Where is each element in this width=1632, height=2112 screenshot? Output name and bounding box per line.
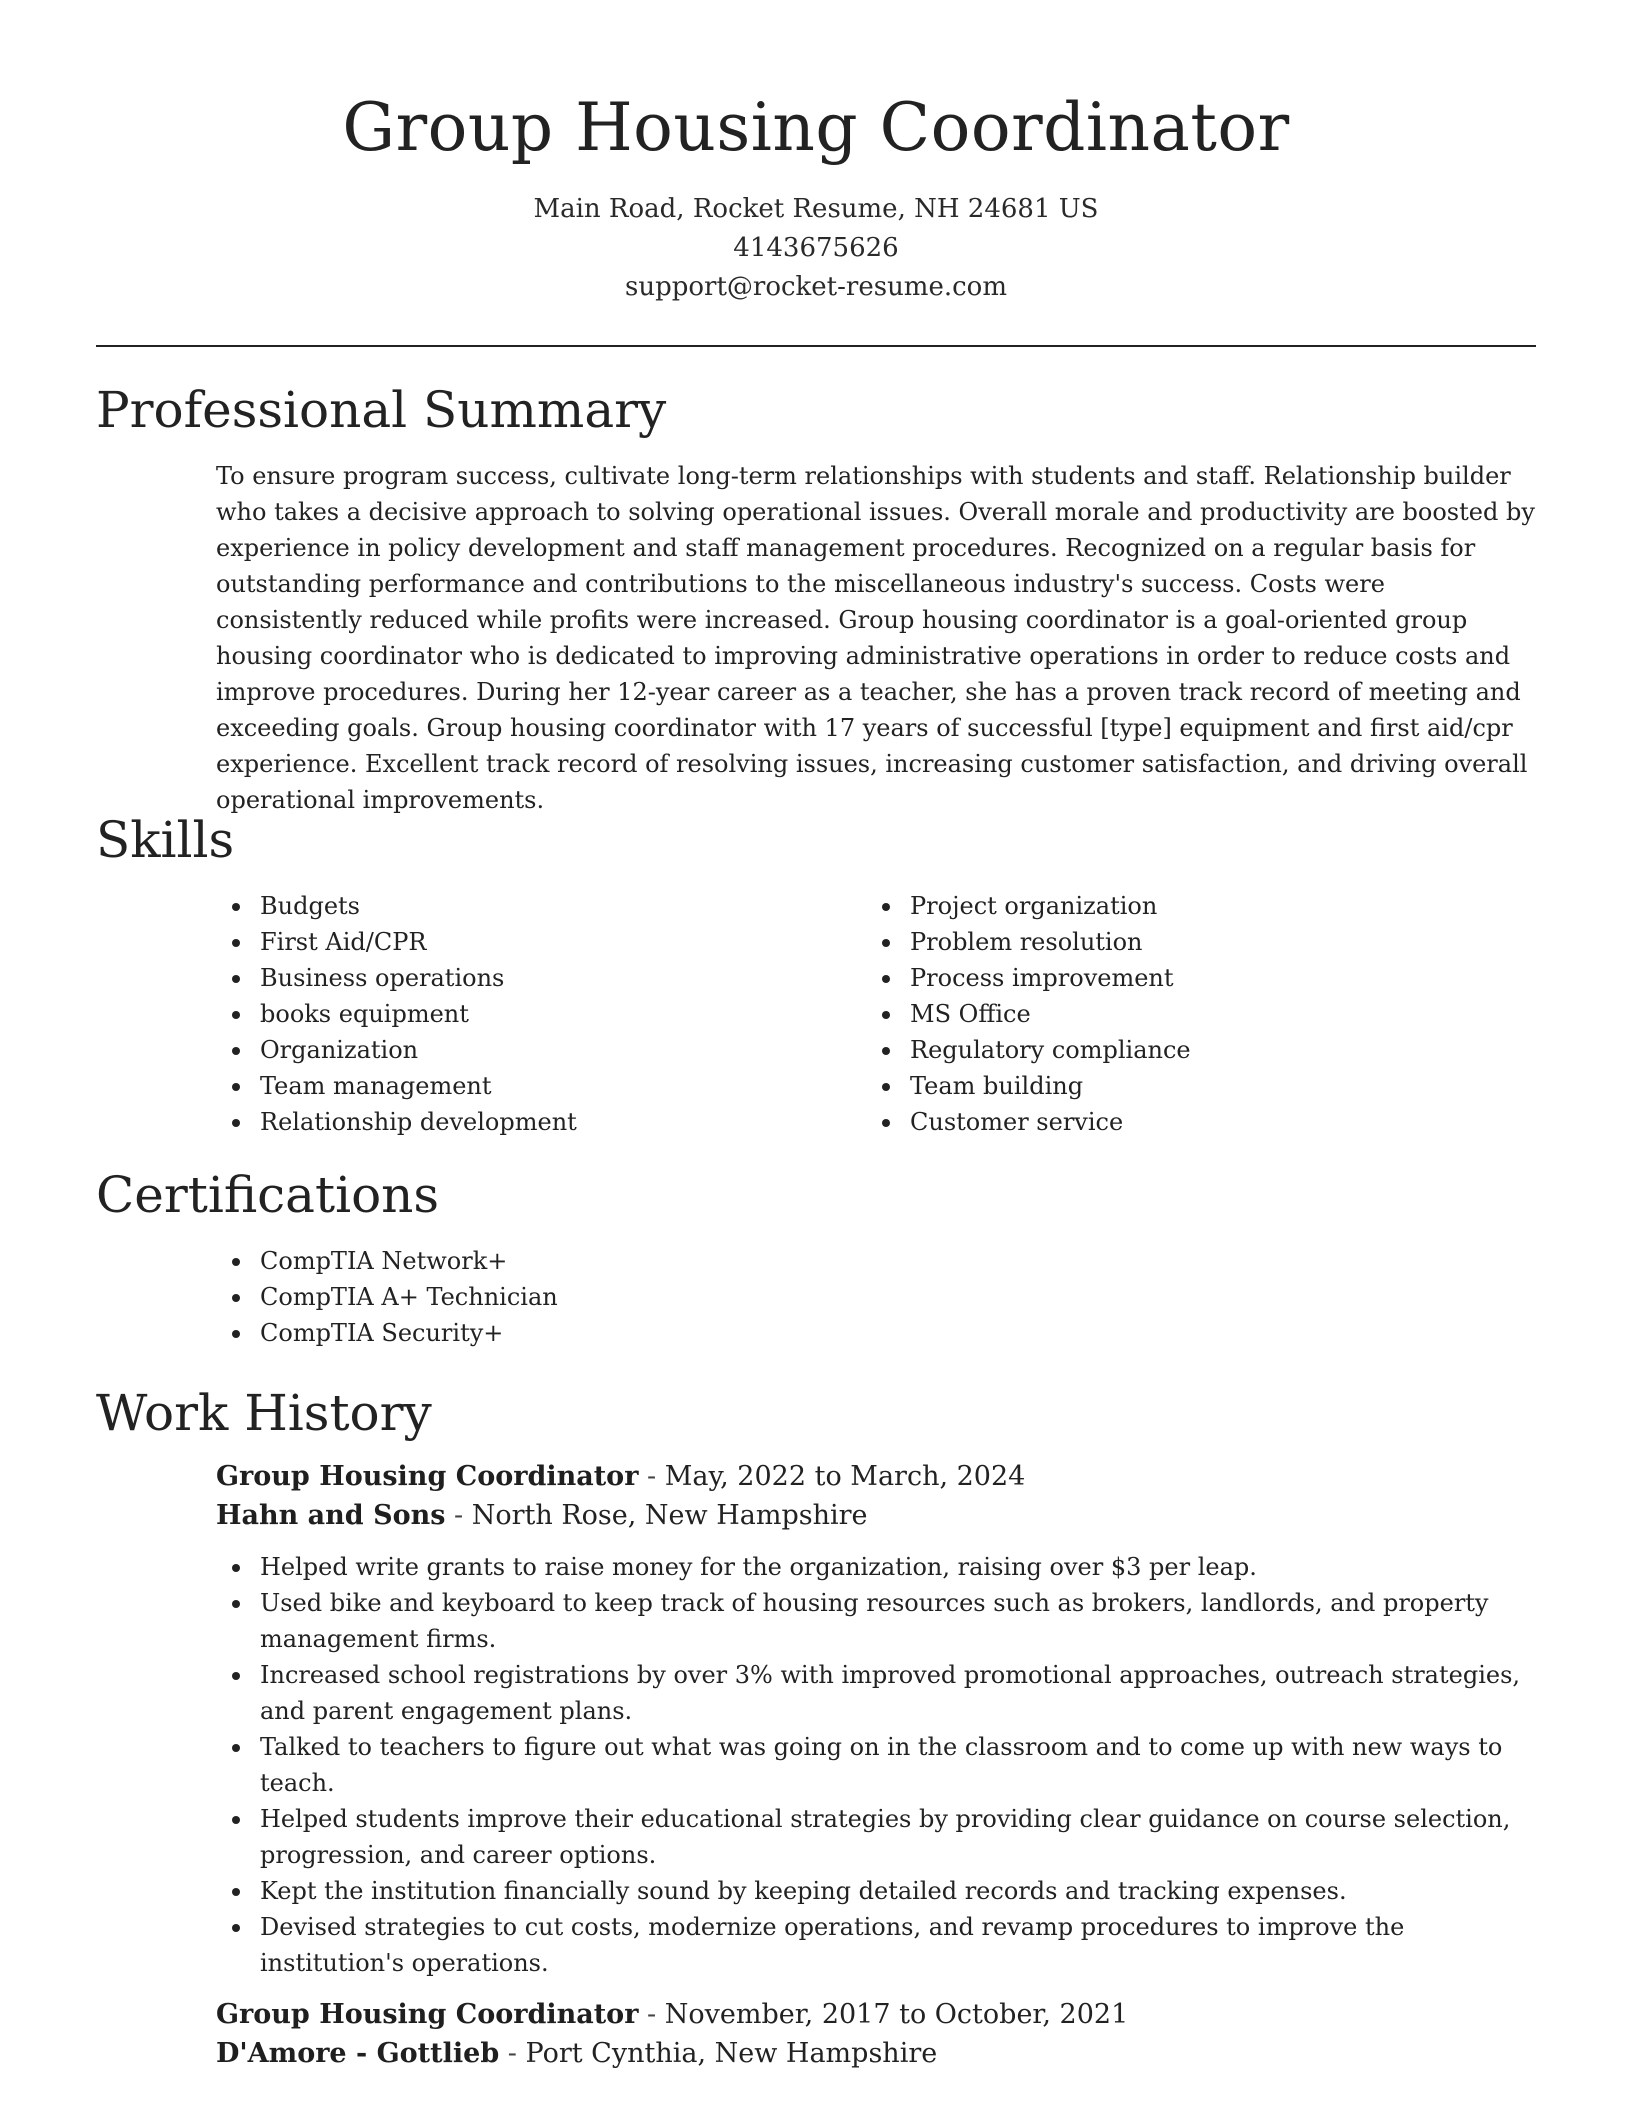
certification-item: CompTIA A+ Technician [216, 1279, 1536, 1315]
certification-item: CompTIA Security+ [216, 1315, 1536, 1351]
skills-list-right [866, 888, 1516, 1140]
resume-header [96, 0, 1536, 307]
skills-section [96, 810, 1536, 1140]
skill-item: Project organization [866, 888, 1516, 924]
skill-item: Process improvement [866, 960, 1516, 996]
skills-grid [216, 888, 1536, 1140]
resume-name: Group Housing Coordinator [342, 89, 1290, 166]
job-entry [216, 1995, 1128, 2073]
skill-item: Relationship development [216, 1104, 866, 1140]
job-company: D'Amore - Gottlieb [216, 2038, 500, 2069]
job-bullet-list [216, 1549, 1536, 1981]
job-header [216, 1995, 1128, 2073]
job-title: Group Housing Coordinator [216, 1999, 639, 2030]
certifications-list [216, 1243, 1536, 1351]
skill-item: Customer service [866, 1104, 1516, 1140]
skill-item: Problem resolution [866, 924, 1516, 960]
job-separator: - [647, 1461, 657, 1492]
certifications-title: Certifications [96, 1166, 440, 1224]
certifications-section [96, 1165, 1536, 1351]
job-header [216, 1457, 1536, 1535]
job-entry [216, 1457, 1536, 1981]
job-title: Group Housing Coordinator [216, 1461, 639, 1492]
job-bullet: Kept the institution financially sound by keeping detailed records and tracking expenses. [216, 1873, 1536, 1909]
work-history-section [96, 1383, 1536, 2069]
contact-email[interactable]: support@rocket-resume.com [624, 272, 1007, 302]
summary-section [96, 380, 1536, 818]
contact-block [96, 190, 1536, 307]
summary-text: To ensure program success, cultivate long-term relationships with students and staff. Relationship builder who takes a decisive approach to solving operational issues. Overall morale and productivity are boosted by experience in policy development and staff management procedures. Recognized on a regular basis for outstanding performance and contributions to the miscellaneous industry's success. Costs were consistently reduced while profits were increased. Group housing coordinator is a goal-oriented group housing coordinator who is dedicated to improving administrative operations in order to reduce costs and improve procedures. During her 12-year career as a teacher, she has a proven track record of meeting and exceeding goals. Group housing coordinator with 17 years of successful [type] equipment and first aid/cpr experience. Excellent track record of resolving issues, increasing customer satisfaction, and driving overall operational improvements. [216, 462, 1535, 814]
work-history-title: Work History [96, 1384, 432, 1442]
job-company-line [216, 1496, 1536, 1535]
job-bullet: Helped write grants to raise money for the organization, raising over $3 per leap. [216, 1549, 1536, 1585]
job-bullet: Devised strategies to cut costs, modernize operations, and revamp procedures to improve the institution's operations. [216, 1909, 1536, 1981]
job-dates: May, 2022 to March, 2024 [664, 1461, 1026, 1492]
job-company-line [216, 2034, 1128, 2073]
skill-item: Team management [216, 1068, 866, 1104]
job-dates: November, 2017 to October, 2021 [664, 1999, 1129, 2030]
job-bullet: Talked to teachers to figure out what was going on in the classroom and to come up with new ways to teach. [216, 1729, 1536, 1801]
job-location: Port Cynthia, New Hampshire [525, 2038, 938, 2069]
contact-phone: 4143675626 [733, 233, 899, 263]
skill-item: books equipment [216, 996, 866, 1032]
job-bullet: Increased school registrations by over 3% with improved promotional approaches, outreach strategies, and parent engagement plans. [216, 1657, 1536, 1729]
header-divider [96, 345, 1536, 347]
skill-item: Organization [216, 1032, 866, 1068]
summary-title: Professional Summary [96, 381, 667, 439]
resume-page [96, 0, 1536, 2069]
job-title-line [216, 1995, 1128, 2034]
skill-item: First Aid/CPR [216, 924, 866, 960]
job-separator: - [647, 1999, 657, 2030]
skill-item: Business operations [216, 960, 866, 996]
skills-list-left [216, 888, 866, 1140]
skill-item: Regulatory compliance [866, 1032, 1516, 1068]
contact-address: Main Road, Rocket Resume, NH 24681 US [533, 194, 1099, 224]
skill-item: MS Office [866, 996, 1516, 1032]
skill-item: Team building [866, 1068, 1516, 1104]
job-bullet: Used bike and keyboard to keep track of housing resources such as brokers, landlords, and property management firms. [216, 1585, 1536, 1657]
job-location: North Rose, New Hampshire [471, 1500, 868, 1531]
job-separator: - [507, 2038, 517, 2069]
skills-title: Skills [96, 811, 235, 869]
job-bullet: Helped students improve their educational strategies by providing clear guidance on course selection, progression, and career options. [216, 1801, 1536, 1873]
job-separator: - [454, 1500, 464, 1531]
job-company: Hahn and Sons [216, 1500, 446, 1531]
skill-item: Budgets [216, 888, 866, 924]
job-title-line [216, 1457, 1536, 1496]
certification-item: CompTIA Network+ [216, 1243, 1536, 1279]
